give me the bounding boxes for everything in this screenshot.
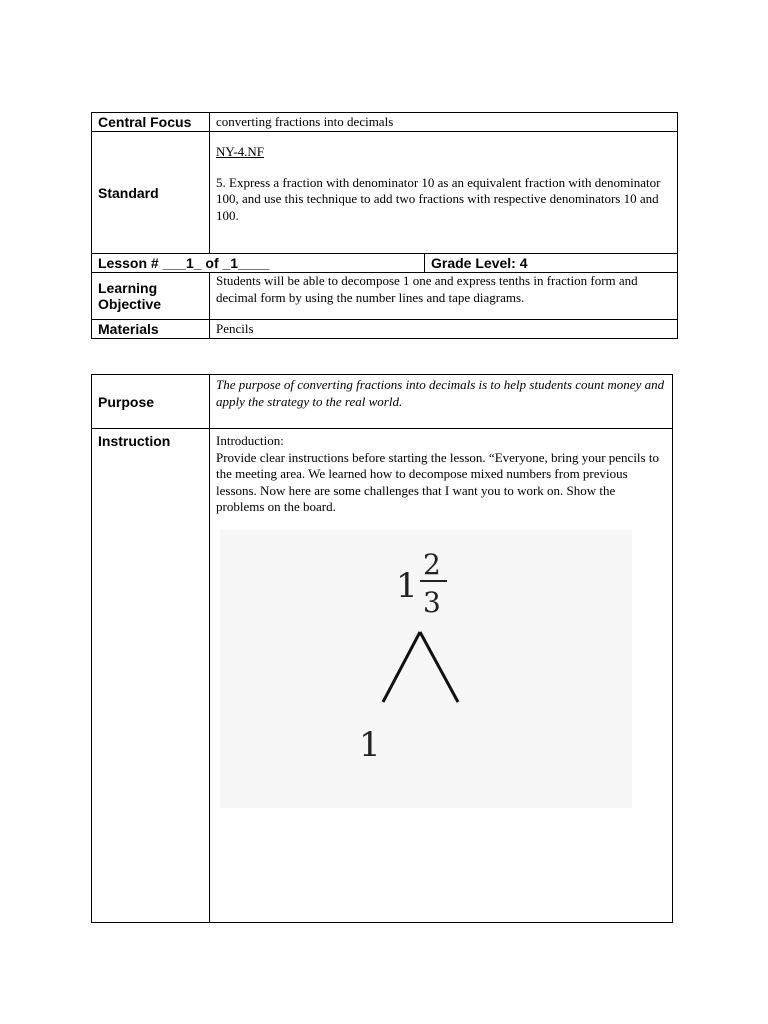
- right-branch: [420, 632, 458, 702]
- grade-level: Grade Level: 4: [425, 254, 678, 273]
- fraction-numerator: 2: [423, 548, 441, 581]
- number-bond-diagram: [220, 530, 632, 808]
- purpose-value: The purpose of converting fractions into decimals is to help students count money and apply the strategy to the real world.: [210, 375, 673, 429]
- learning-objective-label-line1: Learning: [98, 280, 158, 296]
- learning-objective-label: [92, 273, 210, 320]
- standard-code: NY-4.NF: [216, 144, 265, 159]
- whole-number: 1: [396, 566, 418, 606]
- central-focus-label: Central Focus: [92, 113, 210, 132]
- left-branch: [383, 632, 420, 702]
- number-bond-svg: [220, 530, 632, 808]
- instruction-label: Instruction: [92, 429, 210, 923]
- lesson-info-table: [91, 112, 678, 339]
- intro-heading: Introduction:: [216, 433, 284, 448]
- materials-value: Pencils: [210, 320, 678, 339]
- learning-objective-value: Students will be able to decompose 1 one and express tenths in fraction form and decimal form by using the number lines and tape diagrams.: [210, 273, 678, 320]
- learning-objective-label-line2: Objective: [98, 296, 162, 312]
- branch-left-value: 1: [359, 725, 381, 765]
- materials-label: Materials: [92, 320, 210, 339]
- fraction-denominator: 3: [423, 586, 441, 619]
- lesson-number: Lesson # ___1_ of _1____: [92, 254, 425, 273]
- standard-text: 5. Express a fraction with denominator 10 as an equivalent fraction with denominator 100, and use this technique to add two fractions with respective denominators 10 and 100.: [216, 174, 661, 223]
- standard-label: Standard: [92, 132, 210, 254]
- standard-cell: [210, 132, 678, 254]
- central-focus-value: converting fractions into decimals: [210, 113, 678, 132]
- intro-text: Provide clear instructions before starting the lesson. “Everyone, bring your pencils to the meeting area. We learned how to decompose mixed numbers from previous lessons. Now here are some challenges that I want you to work on. Show the problems on the board.: [216, 449, 659, 514]
- purpose-label: Purpose: [92, 375, 210, 429]
